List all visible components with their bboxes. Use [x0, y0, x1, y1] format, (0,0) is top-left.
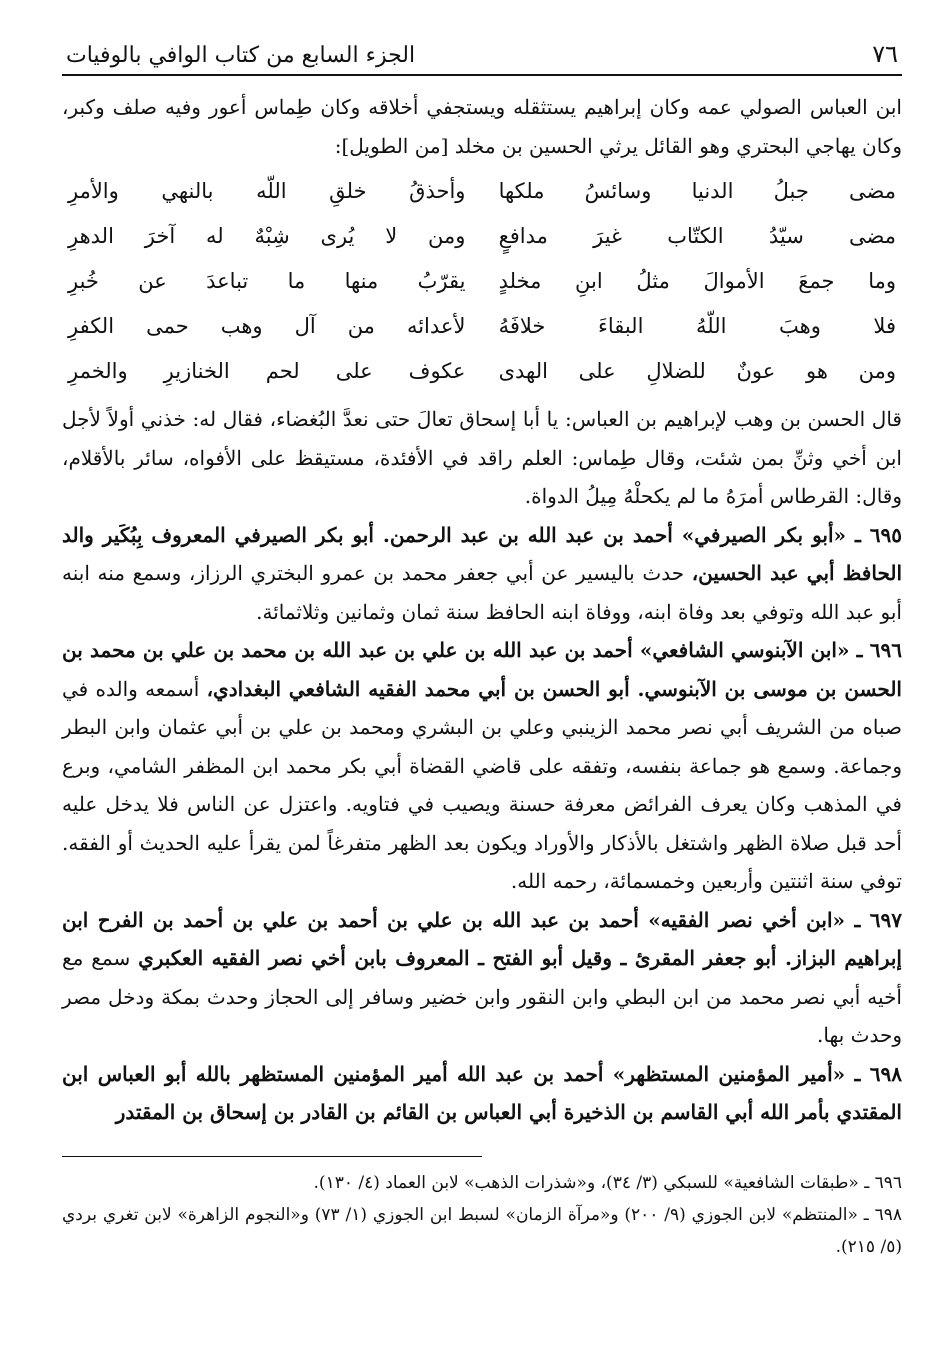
elegy-poem [62, 169, 902, 394]
verse-second-hemistich: عكوف على لحم الخنازيرِ والخمرِ [68, 359, 466, 383]
poem-verse [62, 169, 902, 214]
verse-first-hemistich: وما جمعَ الأموالَ مثلُ ابنِ مخلدٍ [498, 269, 896, 293]
poem-verse [62, 214, 902, 259]
footnote-698: ٦٩٨ ـ «المنتظم» لابن الجوزي (٩/ ٢٠٠) و«مرآة الزمان» لسبط ابن الجوزي (١/ ٧٣) و«النجوم الزاهرة» لابن تغري بردي (٥/ ٢١٥). [62, 1204, 902, 1257]
poem-verse [62, 259, 902, 304]
biography-entry-698 [62, 1055, 902, 1132]
verse-second-hemistich: يقرّبُ منها ما تباعدَ عن خُبرِ [68, 269, 466, 293]
biography-entry-696 [62, 631, 902, 901]
book-title: الجزء السابع من كتاب الوافي بالوفيات [66, 43, 416, 68]
entry-heading: ٦٩٦ ـ «ابن الآبنوسي الشافعي» أحمد بن عبد الله بن علي بن عبد الله بن محمد بن علي بن محمد بن الحسن بن موسى بن الآبنوسي. أبو الحسن بن أبي محمد الفقيه الشافعي البغدادي، [62, 638, 902, 701]
book-page [62, 40, 902, 1263]
footnote-divider [62, 1156, 482, 1157]
footnotes [62, 1167, 902, 1263]
poem-verse [62, 349, 902, 394]
verse-first-hemistich: ومن هو عونٌ للضلالِ على الهدى [498, 359, 896, 383]
verse-first-hemistich: مضى سيّدُ الكتّاب غيرَ مدافعٍ [498, 224, 896, 248]
verse-first-hemistich: مضى جبلُ الدنيا وسائسُ ملكها [498, 179, 896, 203]
footnote-696: ٦٩٦ ـ «طبقات الشافعية» للسبكي (٣/ ٣٤)، و«شذرات الذهب» لابن العماد (٤/ ١٣٠). [313, 1172, 902, 1193]
entry-text: أسمعه والده في صباه من الشريف أبي نصر محمد الزينبي وعلي بن البشري ومحمد بن علي بن أبي عثمان وابن البطر وجماعة. وسمع هو جماعة بنفسه، وتفقه على قاضي القضاة أبي بكر محمد ابن المظفر الشامي، وبرع في المذهب وكان يعرف الفرائض معرفة حسنة ويصيب في فتاويه. واعتزل عن الناس فلا يدخل عليه أحد قبل صلاة الظهر واشتغل بالأذكار والأوراد ويكون بعد الظهر متفرغاً لمن يقرأ عليه الحديث أو الفقه. توفي سنة اثنتين وأربعين وخمسمائة، رحمه الله. [62, 676, 902, 893]
entry-heading: ٦٩٥ ـ «أبو بكر الصيرفي» أحمد بن عبد الله بن عبد الرحمن. أبو بكر الصيرفي المعروف بِبُكَير والد الحافظ أبي عبد الحسين، [62, 522, 903, 585]
page-body [62, 88, 902, 1132]
entry-heading: ٦٩٨ ـ «أمير المؤمنين المستظهر» أحمد بن عبد الله أمير المؤمنين المستظهر بالله أبو العباس ابن المقتدي بأمر الله أبي القاسم بن الذخيرة أبي العباس بن القائم بن القادر بن إسحاق بن المقتدر [62, 1061, 902, 1124]
verse-first-hemistich: فلا وهبَ اللّهُ البقاءَ خلافَهُ [498, 314, 896, 338]
verse-second-hemistich: لأعدائه من آل وهب حمى الكفرِ [68, 314, 466, 338]
entry-heading: ٦٩٧ ـ «ابن أخي نصر الفقيه» أحمد بن عبد الله بن علي بن أحمد بن علي بن أحمد بن الفرح ابن إبراهيم البزاز. أبو جعفر المقرئ ـ وقيل أبو الفتح ـ المعروف بابن أخي نصر الفقيه العكبري [62, 907, 902, 970]
poem-verse [62, 304, 902, 349]
page-number: ٧٦ [872, 40, 898, 68]
verse-second-hemistich: وأحذقُ خلقِ اللّه بالنهي والأمرِ [68, 179, 466, 203]
verse-second-hemistich: ومن لا يُرى شِبْهٌ له آخرَ الدهرِ [68, 224, 466, 248]
entry-text: حدث باليسير عن أبي جعفر محمد بن عمرو البختري الرزاز، وسمع منه ابنه أبو عبد الله وتوفي بعد وفاة ابنه، ووفاة ابنه الحافظ سنة ثمان وثمانين وثلاثمائة. [62, 561, 902, 624]
biography-entry-695 [62, 516, 902, 632]
biography-entry-697 [62, 901, 902, 1055]
anecdote-paragraph: قال الحسن بن وهب لإبراهيم بن العباس: يا أبا إسحاق تعالَ حتى نعدَّ البُغضاء، فقال له: خذني أولاً لأجل ابن أخي وثنِّ بمن شئت، وقال طِماس: العلم راقد في الأفئدة، مستيقظ على الأفواه، سائر بالأقلام، وقال: القرطاس أمرَهُ ما لم يكحلْهُ مِيلُ الدواة. [62, 407, 902, 508]
intro-paragraph: ابن العباس الصولي عمه وكان إبراهيم يستثقله ويستجفي أخلاقه وكان طِماس أعور وفيه صلف وكبر، وكان يهاجي البحتري وهو القائل يرثي الحسين بن مخلد [من الطويل]: [62, 95, 902, 158]
entry-text: سمع مع أخيه أبي نصر محمد من ابن البطي وابن النقور وابن خضير وسافر إلى الحجاز وحدث بمكة ودخل مصر وحدث بها. [62, 946, 902, 1047]
running-header [62, 40, 902, 76]
